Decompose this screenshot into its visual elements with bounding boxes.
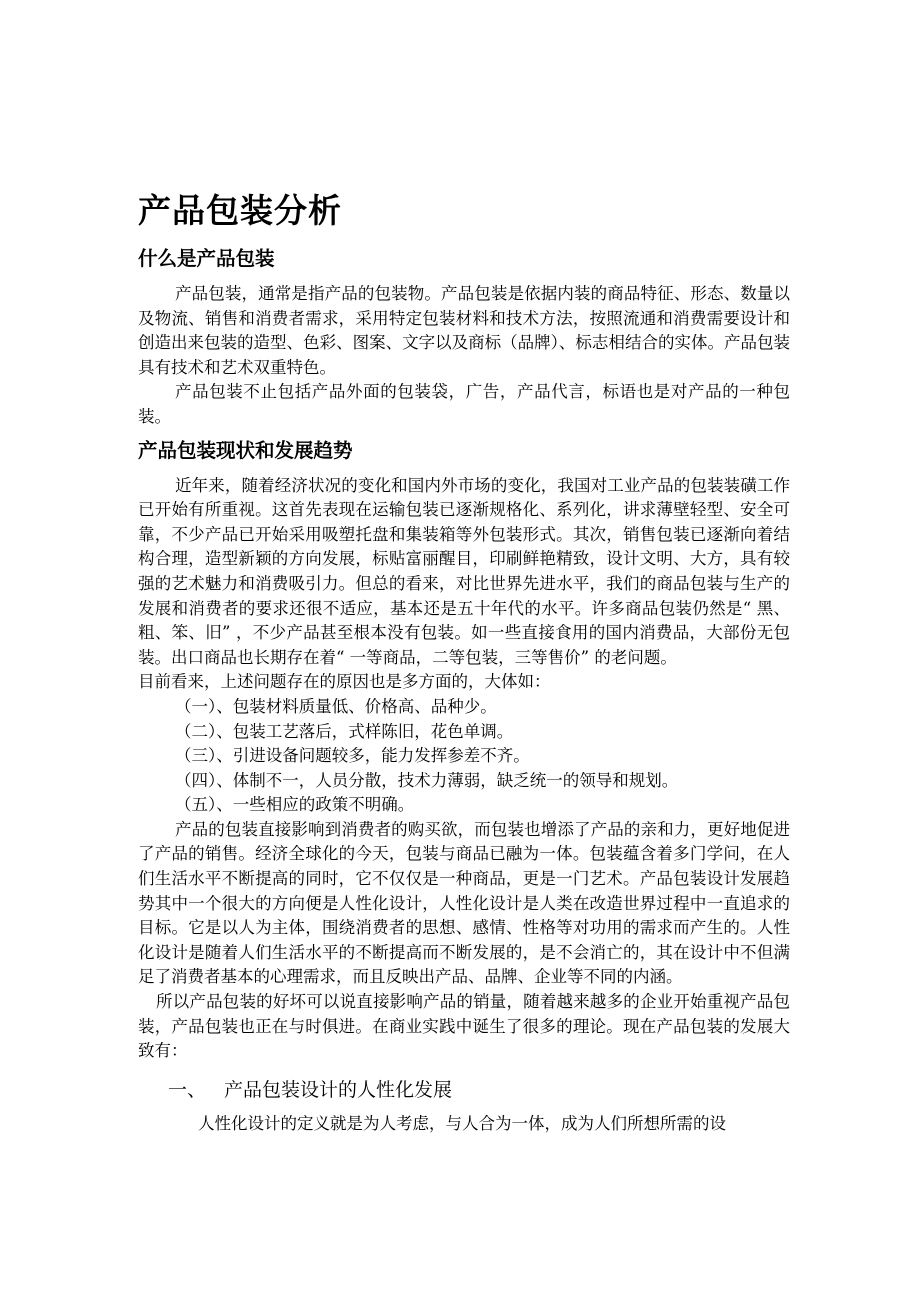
document-content: [138, 184, 790, 1136]
list-item: （二）、包装工艺落后，式样陈旧，花色单调。: [175, 721, 514, 741]
paragraph: 人性化设计的定义就是为人考虑，与人合为一体，成为人们所想所需的设: [198, 1113, 726, 1133]
subsection-heading-humanized-design: [138, 1074, 790, 1106]
paragraph: 产品包装，通常是指产品的包装物。产品包装是依据内装的商品特征、形态、数量以及物流、销售和消费者需求，采用特定包装材料和技术方法，按照流通和消费需要设计和创造出来包装的造型、色彩、图案、文字以及商标（品牌）、标志相结合的实体。产品包装具有技术和艺术双重特色。: [138, 284, 790, 377]
subsection-title: 产品包装设计的人性化发展: [224, 1078, 453, 1101]
subsection-number: 一、: [168, 1078, 207, 1101]
section-heading-what-is-packaging: 什么是产品包装: [138, 247, 275, 270]
list-item: （五）、一些相应的政策不明确。: [175, 795, 415, 815]
list-item: （四）、体制不一，人员分散，技术力薄弱，缺乏统一的领导和规划。: [175, 770, 679, 790]
paragraph: 目前看来，上述问题存在的原因也是多方面的，大体如：: [138, 672, 551, 692]
paragraph: 所以产品包装的好坏可以说直接影响产品的销量，随着越来越多的企业开始重视产品包装，产品包装也正在与时俱进。在商业实践中诞生了很多的理论。现在产品包装的发展大致有：: [138, 992, 790, 1061]
section-heading-status-and-trends: 产品包装现状和发展趋势: [138, 438, 353, 462]
list-item: （一）、包装材料质量低、价格高、品种少。: [175, 696, 497, 716]
paragraph: 近年来，随着经济状况的变化和国内外市场的变化，我国对工业产品的包装装磺工作已开始有所重视。这首先表现在运输包装已逐渐规格化、系列化，讲求薄壁轻型、安全可靠，不少产品已开始采用吸塑托盘和集装箱等外包装形式。其次，销售包装已逐渐向着结构合理，造型新颖的方向发展，标贴富丽醒目，印刷鲜艳精致，设计文明、大方，具有较强的艺术魅力和消费吸引力。但总的看来，对比世界先进水平，我们的商品包装与生产的发展和消费者的要求还很不适应，基本还是五十年代的水平。许多商品包装仍然是“ 黑、粗、笨、旧” ，不少产品甚至根本没有包装。如一些直接食用的国内消费品，大部份无包装。出口商品也长期存在着“ 一等商品，二等包装，三等售价” 的老问题。: [138, 475, 790, 667]
paragraph: 产品的包装直接影响到消费者的购买欲，而包装也增添了产品的亲和力，更好地促进了产品的销售。经济全球化的今天，包装与商品已融为一体。包装蕴含着多门学问，在人们生活水平不断提高的同时，它不仅仅是一种商品，更是一门艺术。产品包装设计发展趋势其中一个很大的方向便是人性化设计，人性化设计是人类在改造世界过程中一直追求的目标。它是以人为主体，围绕消费者的思想、感情、性格等对功用的需求而产生的。人性化设计是随着人们生活水平的不断提高而不断发展的，是不会消亡的，其在设计中不但满足了消费者基本的心理需求，而且反映出产品、品牌、企业等不同的内涵。: [138, 819, 790, 987]
list-item: （三）、引进设备问题较多，能力发挥参差不齐。: [175, 746, 530, 766]
document-title: 产品包装分析: [138, 191, 342, 230]
paragraph: 产品包装不止包括产品外面的包装袋，广告，产品代言，标语也是对产品的一种包装。: [138, 382, 790, 426]
